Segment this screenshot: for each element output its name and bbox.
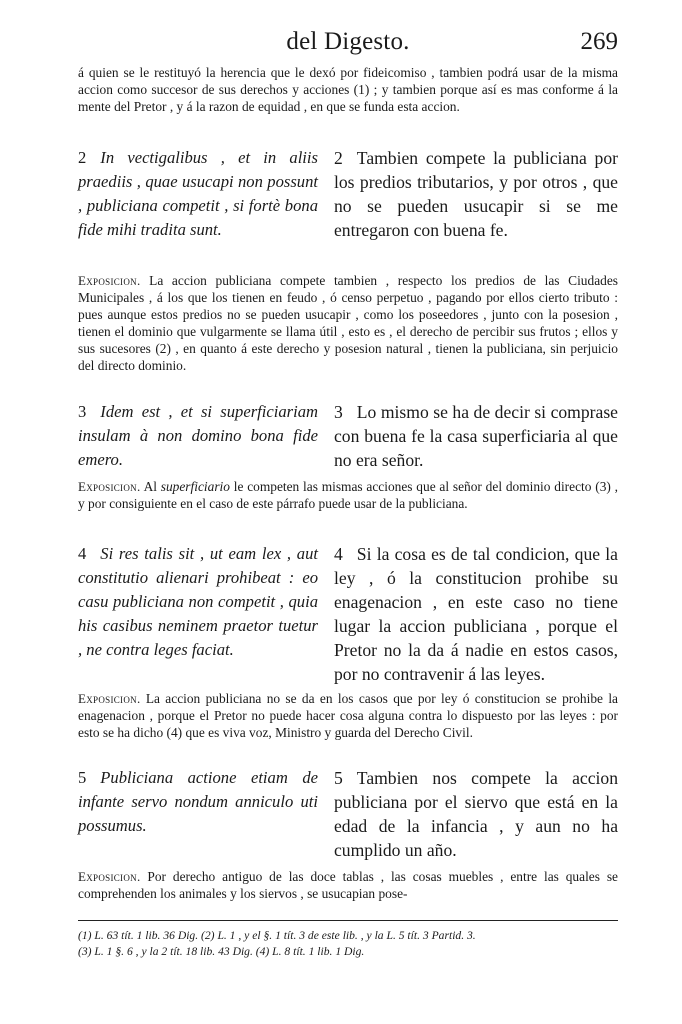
spanish-text-4: 4 Si la cosa es de tal condicion, que la ley , ó la constitucion prohibe su enagenacion , en este caso no tiene lugar la accion publiciana , porque el Pretor no la da á nadie en estos casos, por no contravenir á las leyes.: [334, 544, 618, 684]
latin-text-4: 4 Si res talis sit , ut eam lex , aut constitutio alienari prohibeat : eo casu publiciana non competit , quia his casibus neminem praetor tuetur , ne contra leges faciat.: [78, 544, 318, 659]
exposicion-4: Exposicion. La accion publiciana no se da en los casos que por ley ó constitucion se prohibe la enagenacion , porque el Pretor no puede hacer cosa alguna contra lo dispuesto por las leyes : por esto se ha dicho (4) que es viva voz, Ministro y guarda del Derecho Civil.: [78, 691, 618, 740]
exposicion-2: Exposicion. La accion publiciana compete tambien , respecto los predios de las Ciudades Municipales , á los que los tienen en feudo , ó censo perpetuo , pagando por ellos cierto tributo : pues aunque estos predios no se pueden usucapir , como los poseedores , junto con la posesion , tienen el dominio que vulgarmente se llama útil , esto es , el derecho de percibir sus frutos ; ellos y sus sucesores (2) , en quanto á este derecho y posesion natural , tienen la publiciana, sin perjuicio del directo dominio.: [78, 273, 618, 373]
spanish-text-2: 2 Tambien compete la publiciana por los predios tributarios, y por otros , que no se pueden usucapir si se me entregaron con buena fe.: [334, 148, 618, 240]
footnote-rule: [78, 920, 618, 921]
spanish-text-3: 3 Lo mismo se ha de decir si comprase con buena fe la casa superficiaria al que no era señor.: [334, 402, 618, 470]
spanish-text-5: 5 Tambien nos compete la accion publiciana por el siervo que está en la edad de la infancia , y aun no ha cumplido un año.: [334, 768, 618, 860]
footnote-line-2: (3) L. 1 §. 6 , y la 2 tít. 18 lib. 43 Dig. (4) L. 8 tít. 1 lib. 1 Dig.: [78, 945, 365, 958]
footnotes: [78, 928, 618, 960]
exposicion-5: Exposicion. Por derecho antiguo de las doce tablas , las cosas muebles , entre las quales se comprehenden los animales y los siervos , se usucapian pose-: [78, 869, 618, 901]
exposicion-3: Exposicion. Al superficiario le competen las mismas acciones que al señor del dominio directo (3) , y por consiguiente en el caso de este párrafo puede usar de la publiciana.: [78, 479, 618, 511]
latin-text-5: 5 Publiciana actione etiam de infante servo nondum anniculo uti possumus.: [78, 768, 318, 835]
page-number: 269: [580, 28, 618, 55]
latin-text-2: 2 In vectigalibus , et in aliis praediis , quae usucapi non possunt , publiciana competit , si fortè bona fide mihi tradita sunt.: [78, 148, 318, 239]
page-header: [78, 28, 618, 58]
latin-text-3: 3 Idem est , et si superficiariam insulam à non domino bona fide emero.: [78, 402, 318, 469]
running-title: del Digesto.: [286, 28, 410, 55]
footnote-line-1: (1) L. 63 tít. 1 lib. 36 Dig. (2) L. 1 , y el §. 1 tít. 3 de este lib. , y la L. 5 tít. 3 Partid. 3.: [78, 929, 476, 942]
opening-paragraph: á quien se le restituyó la herencia que le dexó por fideicomiso , tambien podrá usar de la misma accion como succesor de sus derechos y acciones (1) ; y tambien porque así es mas conforme á la mente del Pretor , y á la razon de equidad , en que se funda esta accion.: [78, 65, 618, 114]
